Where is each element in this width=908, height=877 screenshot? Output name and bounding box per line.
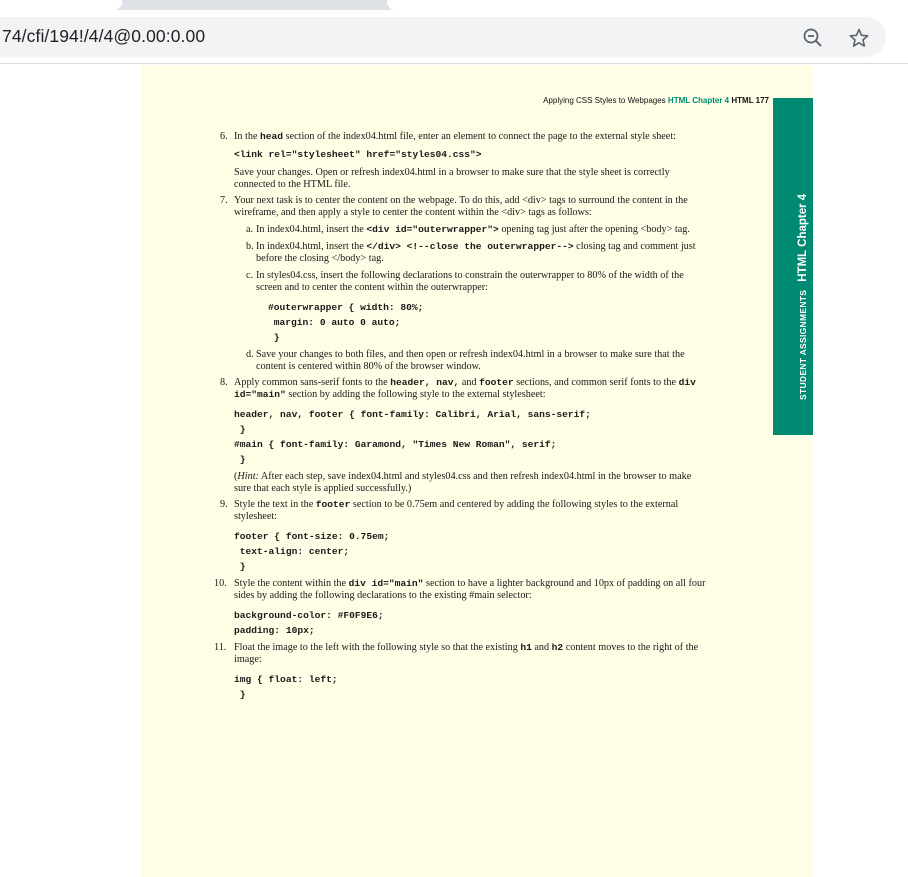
book-page	[142, 65, 813, 877]
step-11	[214, 642, 706, 702]
code-line: }	[234, 424, 246, 435]
inline-code: header, nav,	[390, 377, 460, 388]
running-head	[543, 96, 769, 105]
url-text[interactable]: 74/cfi/194!/4/4@0.00:0.00	[2, 26, 206, 46]
substep-c	[234, 270, 706, 345]
substep-text: In styles04.css, insert the following declarations to constrain the outerwrapper to 80% of the width of the screen and to center the content within the outerwrapper:	[256, 270, 684, 293]
substep-text: In index04.html, insert the </div> <!--close the outerwrapper--> closing tag and comment just before the closing </body> tag.	[256, 241, 696, 264]
substep-letter: d.	[246, 349, 254, 360]
code-line: background-color: #F0F9E6;	[234, 610, 384, 621]
hint-text: (Hint: After each step, save index04.html and styles04.css and then refresh index04.html in the browser to make sure that each style is applied successfully.)	[234, 471, 692, 494]
inline-code: div id="main"	[348, 578, 424, 589]
inline-code: h2	[551, 642, 564, 653]
code-line: text-align: center;	[234, 546, 350, 557]
code-block	[234, 407, 706, 467]
code-block	[234, 608, 706, 638]
step-number: 10.	[214, 578, 227, 589]
code-line: margin: 0 auto 0 auto;	[268, 317, 401, 328]
chapter-side-tab	[773, 98, 813, 435]
side-tab-section: STUDENT ASSIGNMENTS	[798, 289, 808, 400]
code-line: padding: 10px;	[234, 625, 315, 636]
step-8	[220, 377, 706, 495]
step-number: 6.	[220, 131, 228, 142]
running-head-title: Applying CSS Styles to Webpages	[543, 96, 666, 105]
inline-code: div id="main"	[234, 377, 696, 400]
inline-code: </div> <!--close the outerwrapper-->	[366, 241, 574, 252]
tab-active[interactable]	[387, 0, 908, 10]
code-block	[234, 529, 706, 574]
code-line: }	[268, 332, 280, 343]
inline-code: footer	[479, 377, 514, 388]
star-icon[interactable]	[848, 27, 870, 49]
step-number: 11.	[214, 642, 227, 653]
running-head-page: HTML 177	[731, 96, 769, 105]
code-line: }	[234, 561, 246, 572]
tab-strip	[0, 0, 908, 10]
substep-text: In index04.html, insert the <div id="outerwrapper"> opening tag just after the opening <body> tag.	[256, 224, 690, 235]
code-block	[234, 672, 706, 702]
inline-code: footer	[315, 499, 351, 510]
step-text: Save your changes. Open or refresh index04.html in a browser to make sure that the style sheet is correctly connected to the HTML file.	[234, 167, 670, 190]
substep-d	[234, 349, 706, 373]
step-9	[220, 499, 706, 574]
inline-code: <div id="outerwrapper">	[366, 224, 499, 235]
step-text: Apply common sans-serif fonts to the header, nav, and footer sections, and common serif fonts to the div id="main" section by adding the following style to the external stylesheet:	[234, 377, 696, 400]
code-line: header, nav, footer { font-family: Calibri, Arial, sans-serif;	[234, 409, 591, 420]
inline-code: head	[260, 131, 284, 142]
code-line: #main { font-family: Garamond, "Times New Roman", serif;	[234, 439, 557, 450]
page-content	[214, 131, 706, 706]
step-number: 8.	[220, 377, 228, 388]
running-head-chapter: HTML Chapter 4	[667, 96, 730, 105]
code-line: }	[234, 454, 246, 465]
code-line: #outerwrapper { width: 80%;	[268, 302, 424, 313]
step-text: In the head section of the index04.html file, enter an element to connect the page to the external style sheet:	[234, 131, 676, 142]
substep-letter: c.	[246, 270, 254, 281]
step-text: Your next task is to center the content on the webpage. To do this, add <div> tags to surround the content in the wireframe, and then apply a style to center the content within the <div> tags as follows:	[234, 195, 688, 218]
code-line: footer { font-size: 0.75em;	[234, 531, 390, 542]
address-bar[interactable]	[0, 17, 886, 57]
step-text: Style the content within the div id="main" section to have a lighter background and 10px of padding on all four sides by adding the following declarations to the existing #main selector:	[234, 578, 706, 601]
substep-text: Save your changes to both files, and then open or refresh index04.html in a browser to make sure that the content is centered within 80% of the browser window.	[256, 349, 685, 372]
side-tab-chapter: HTML Chapter 4	[797, 193, 809, 282]
code-block	[268, 300, 706, 345]
code-line: <link rel="stylesheet" href="styles04.css">	[234, 149, 482, 160]
hint-label: Hint:	[237, 471, 259, 482]
step-10	[214, 578, 706, 638]
step-number: 9.	[220, 499, 228, 510]
step-text: Float the image to the left with the following style so that the existing h1 and h2 content moves to the right of the image:	[234, 642, 699, 665]
step-7	[220, 195, 706, 373]
browser-toolbar	[0, 10, 908, 64]
substep-a	[234, 224, 706, 236]
step-text: Style the text in the footer section to be 0.75em and centered by adding the following styles to the external stylesheet:	[234, 499, 679, 522]
tab-inactive[interactable]	[0, 0, 122, 10]
substep-letter: a.	[246, 224, 254, 235]
code-line: img { float: left;	[234, 674, 338, 685]
code-line: }	[234, 689, 246, 700]
substep-letter: b.	[246, 241, 254, 252]
step-number: 7.	[220, 195, 228, 206]
substep-b	[234, 241, 706, 265]
zoom-out-icon[interactable]	[802, 27, 824, 49]
step-6	[220, 131, 706, 191]
inline-code: h1	[520, 642, 532, 653]
